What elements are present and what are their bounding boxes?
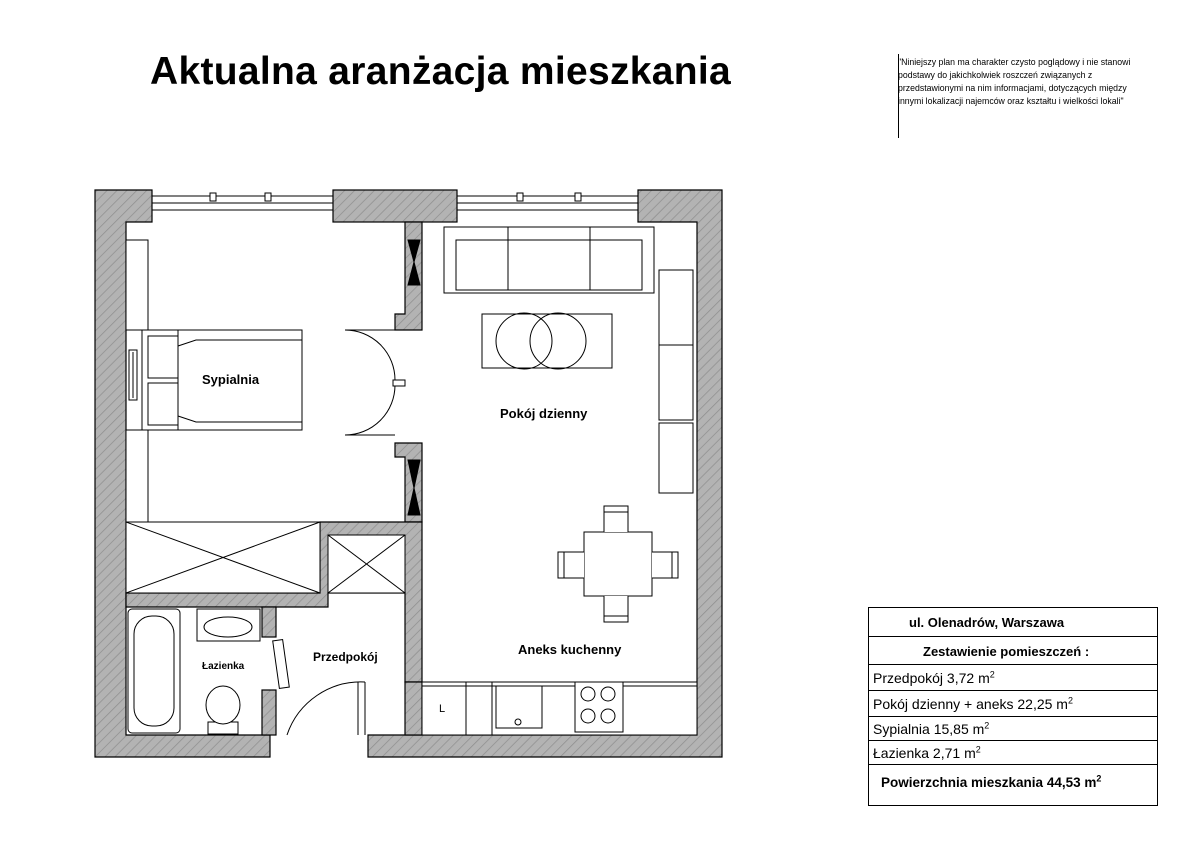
room-label-hall: Przedpokój bbox=[313, 650, 378, 664]
table-row bbox=[869, 716, 1157, 740]
table-row bbox=[869, 690, 1157, 716]
address-row bbox=[869, 608, 1157, 636]
room-summary-table bbox=[868, 607, 1158, 806]
page-title: Aktualna aranżacja mieszkania bbox=[150, 50, 731, 93]
living-furniture bbox=[444, 227, 693, 622]
wall-top-middle bbox=[333, 190, 457, 222]
unit-superscript: 2 bbox=[984, 720, 990, 731]
kitchen-units bbox=[422, 682, 697, 735]
room-label-bathroom: Łazienka bbox=[202, 661, 245, 672]
table-row bbox=[869, 740, 1157, 764]
room-area-hall: Przedpokój 3,72 m bbox=[873, 670, 990, 686]
fridge-label: L bbox=[439, 703, 446, 715]
table-row bbox=[869, 664, 1157, 690]
entrance-door bbox=[287, 682, 365, 735]
disclaimer-text: "Niniejszy plan ma charakter czysto poglądowy i nie stanowi podstawy do jakichkolwiek roszczeń związanych z przedstawionymi na nim informacjami, dotyczących między innymi lokalizacji najemców oraz kształtu i wielkości lokali" bbox=[898, 57, 1131, 107]
room-label-living: Pokój dzienny bbox=[500, 406, 588, 421]
total-area: Powierzchnia mieszkania 44,53 m bbox=[881, 775, 1097, 790]
bedroom-door bbox=[345, 330, 405, 435]
unit-superscript: 2 bbox=[1067, 695, 1073, 706]
total-row bbox=[869, 764, 1157, 806]
room-area-bedroom: Sypialnia 15,85 m bbox=[873, 721, 985, 737]
unit-superscript: 2 bbox=[989, 669, 995, 680]
address-text: ul. Olenadrów, Warszawa bbox=[909, 615, 1065, 630]
room-label-bedroom: Sypialnia bbox=[202, 372, 260, 387]
room-area-bathroom: Łazienka 2,71 m bbox=[873, 745, 976, 761]
unit-superscript: 2 bbox=[1096, 773, 1102, 784]
summary-heading: Zestawienie pomieszczeń : bbox=[923, 644, 1090, 659]
unit-superscript: 2 bbox=[975, 744, 981, 755]
room-label-kitchen: Aneks kuchenny bbox=[518, 642, 622, 657]
room-area-living: Pokój dzienny + aneks 22,25 m bbox=[873, 696, 1068, 712]
heading-row bbox=[869, 636, 1157, 664]
